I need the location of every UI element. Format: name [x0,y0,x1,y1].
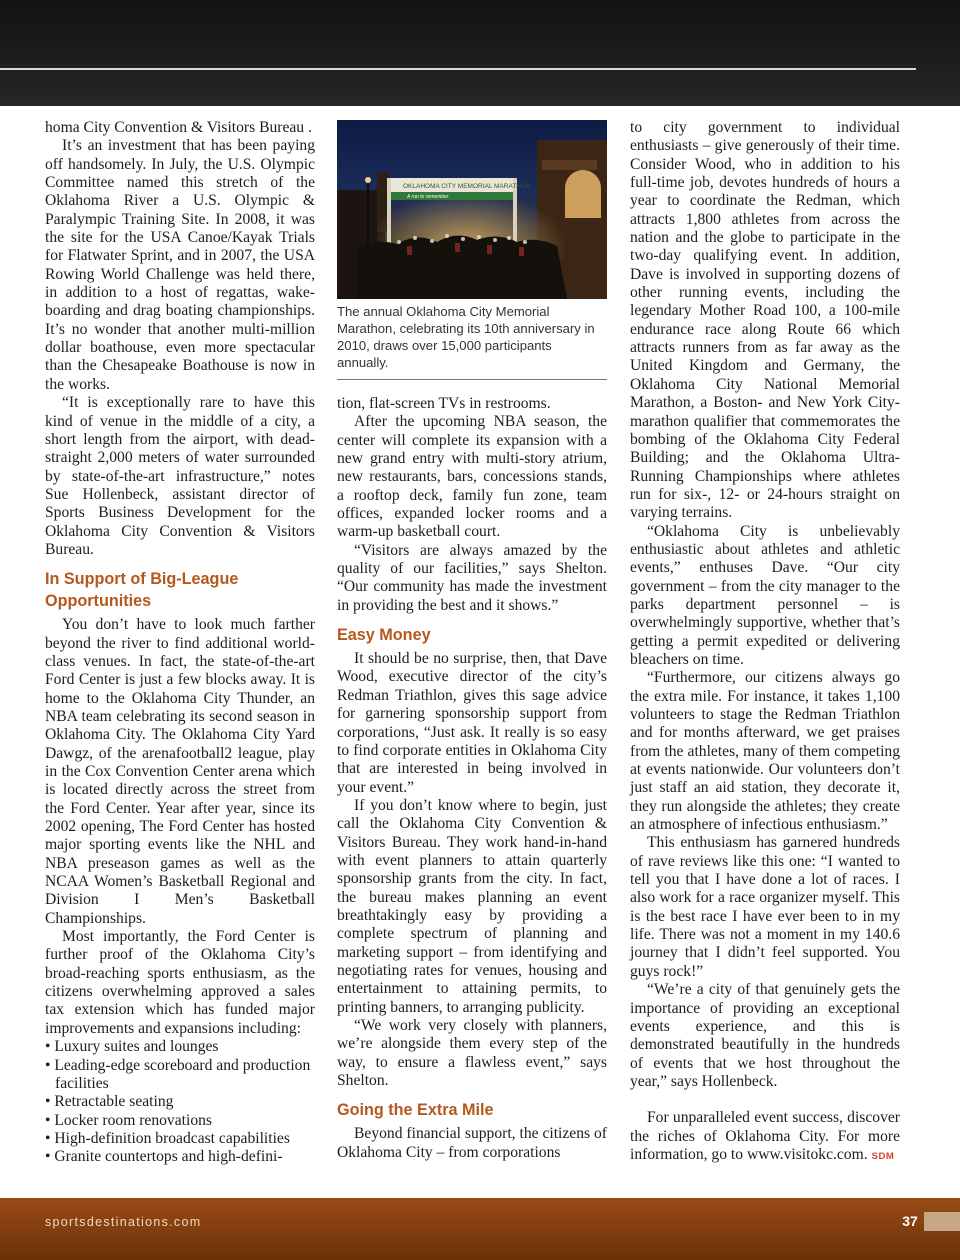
paragraph: It should be no surprise, then, that Dave Wood, executive director of the city’s Redman Triathlon, gives this sage advice for garnering sponsorship support from corporations, “Just ask. It really is so easy to find corporate entities in Oklahoma City that are interested in being involved in your event.” [337,650,607,796]
list-item: • High-definition broadcast capabilities [45,1129,290,1147]
list-item: • Leading-edge scoreboard and production facilities [45,1056,311,1092]
section-heading-easy-money: Easy Money [337,626,431,645]
closing-paragraph [630,1109,900,1166]
footer-band [0,1198,960,1260]
page-tab [924,1212,960,1231]
list-item: • Locker room renovations [45,1111,212,1129]
page-number: 37 [902,1213,918,1229]
article-column-2 [337,395,607,1162]
paragraph: to city government to individual enthusiasts – give generously of their time. Consider Wood, who in addition to his full-time job, devotes hundreds of hours a year to coordinate the Redman, which attracts 1,800 athletes from across the nation and the globe to participate in the two-day qualifying event. In addition, Dave is involved in supporting dozens of other running events, including the legendary Mother Road 100, a 100-mile endurance race along Route 66 which attracts runners from as far away as the United Kingdom and Germany, the Oklahoma City National Memorial Marathon, a Boston- and New York City-marathon qualifier that commemorates the bombing of the Oklahoma City Federal Building; and the Oklahoma Ultra-Running Championships where athletes run for six-, 12- or 24-hours straight on varying terrains. [630,119,900,522]
footer-site-url: sportsdestinations.com [45,1215,202,1229]
list-item: • Granite countertops and high-defini- [45,1148,283,1166]
paragraph: It’s an investment that has been paying off handsomely. In July, the U.S. Olympic Committee named this stretch of the Oklahoma River a U.S. Olympic & Paralympic Training Site. In 2008, it was the site for the USA Canoe/Kayak Trials for Flatwater Sprint, and in 2007, the USA Rowing World Challenge was held there, in addition to a host of regattas, wake-boarding and drag boating championships. It’s no wonder that another multi-million dollar boathouse, even more spectacular than the Chesapeake Boathouse is now in the works. [45,137,315,393]
paragraph: After the upcoming NBA season, the center will complete its expansion with a new grand entry with multi-story atrium, new restaurants, bars, concessions stands, a rooftop deck, family fun zone, team offices, expanded locker rooms and a warm-up basketball court. [337,413,607,541]
section-heading-extra-mile: Going the Extra Mile [337,1101,494,1120]
paragraph: Most importantly, the Ford Center is further proof of the Oklahoma City’s broad-reaching sports enthusiasm, as the citizens overwhelming approved a sales tax extension which has funded major improvements and expansions including: [45,928,315,1037]
top-rule [0,68,916,70]
article-column-1 [45,119,315,1167]
paragraph: “It is exceptionally rare to have this kind of venue in the middle of a city, a short length from the airport, with dead-straight 2,000 meters of water surrounded by state-of-the-art infrastructure,” notes Sue Hollenbeck, assistant director of Sports Business Development for the Oklahoma City Convention & Visitors Bureau. [45,394,315,558]
marathon-photo-illustration [337,120,607,299]
paragraph: “We’re a city of that genuinely gets the importance of providing an exceptional events experience, and this is demonstrated beautifully in the hundreds of events that we host throughout the year,” says Hollenbeck. [630,981,900,1090]
marathon-photo [337,120,607,299]
paragraph: Beyond financial support, the citizens of Oklahoma City – from corporations [337,1125,607,1161]
list-item: • Luxury suites and lounges [45,1038,219,1056]
photo-caption: The annual Oklahoma City Memorial Marathon, celebrating its 10th anniversary in 2010, draws over 15,000 participants annually. [337,304,595,370]
banner-text: OKLAHOMA CITY MEMORIAL MARATHON [403,183,531,190]
paragraph: You don’t have to look much farther beyond the river to find additional world-class venues. In fact, the state-of-the-art Ford Center is just a few blocks away. It is home to the Oklahoma City Thunder, an NBA team celebrating its second season in Oklahoma City. The Oklahoma City Yard Dawgz, of the arenafootball2 league, play in the Cox Convention Center arena which is located directly across the street from the Ford Center. Year after year, since its 2002 opening, The Ford Center has hosted major sporting events like the NHL and NBA preseason games as well as the NCAA Women’s Basketball Regional and Division I Men’s Basketball Championships. [45,616,315,927]
paragraph: “We work very closely with planners, we’re alongside them every step of the way, to ensure a flawless event,” says Shelton. [337,1017,607,1090]
closing-text: For unparalleled event success, discover the riches of Oklahoma City. For more information, go to www.visitokc.com. [630,1109,900,1163]
paragraph: This enthusiasm has garnered hundreds of rave reviews like this one: “I wanted to tell you that I have done a lot of races. I also work for a race organizer myself. This is the best race I have ever been to in my life. There was not a moment in my 140.6 journey that I didn’t feel supported. You guys rock!” [630,834,900,980]
paragraph: tion, flat-screen TVs in restrooms. [337,395,551,412]
article-column-3 [630,119,900,1166]
sdm-end-mark: SDM [871,1150,895,1162]
list-item: • Retractable seating [45,1093,174,1111]
paragraph: “Furthermore, our citizens always go the extra mile. For instance, it takes 1,100 volunteers to stage the Redman Triathlon and for months afterward, we get praises from the athletes, many of them competing at events nationwide. Our volunteers don’t just staff an aid station, they decorate it, they run alongside the athletes; they create an atmosphere of infectious enthusiasm.” [630,669,900,834]
paragraph: homa City Convention & Visitors Bureau . [45,119,312,136]
paragraph: “Oklahoma City is unbelievably enthusiastic about athletes and athletic events,” enthuses Dave. “Our city government – from the city manager to the parks department personnel – is overwhelmingly supportive, whether that’s getting a permit expedited or delivering bleachers on time. [630,522,900,668]
section-heading-big-league: In Support of Big-League Opportunities [45,570,239,611]
paragraph: “Visitors are always amazed by the quality of our facilities,” says Shelton. “Our community has made the investment in providing the best and it shows.” [337,541,607,614]
paragraph: If you don’t know where to begin, just call the Oklahoma City Convention & Visitors Bureau. They work hand-in-hand with event planners to attain quarterly sponsorship grants from the city. In fact, the bureau makes planning an event breathtakingly easy by providing a complete spectrum of planning and marketing support – from identifying and negotiating rates for venues, housing and entertainment to attaining permits, to printing banners, to arranging publicity. [337,796,607,1016]
top-black-band [0,0,960,106]
improvements-list [45,1038,315,1166]
banner-subtext: A run to remember [407,194,449,200]
caption-rule [337,379,607,380]
